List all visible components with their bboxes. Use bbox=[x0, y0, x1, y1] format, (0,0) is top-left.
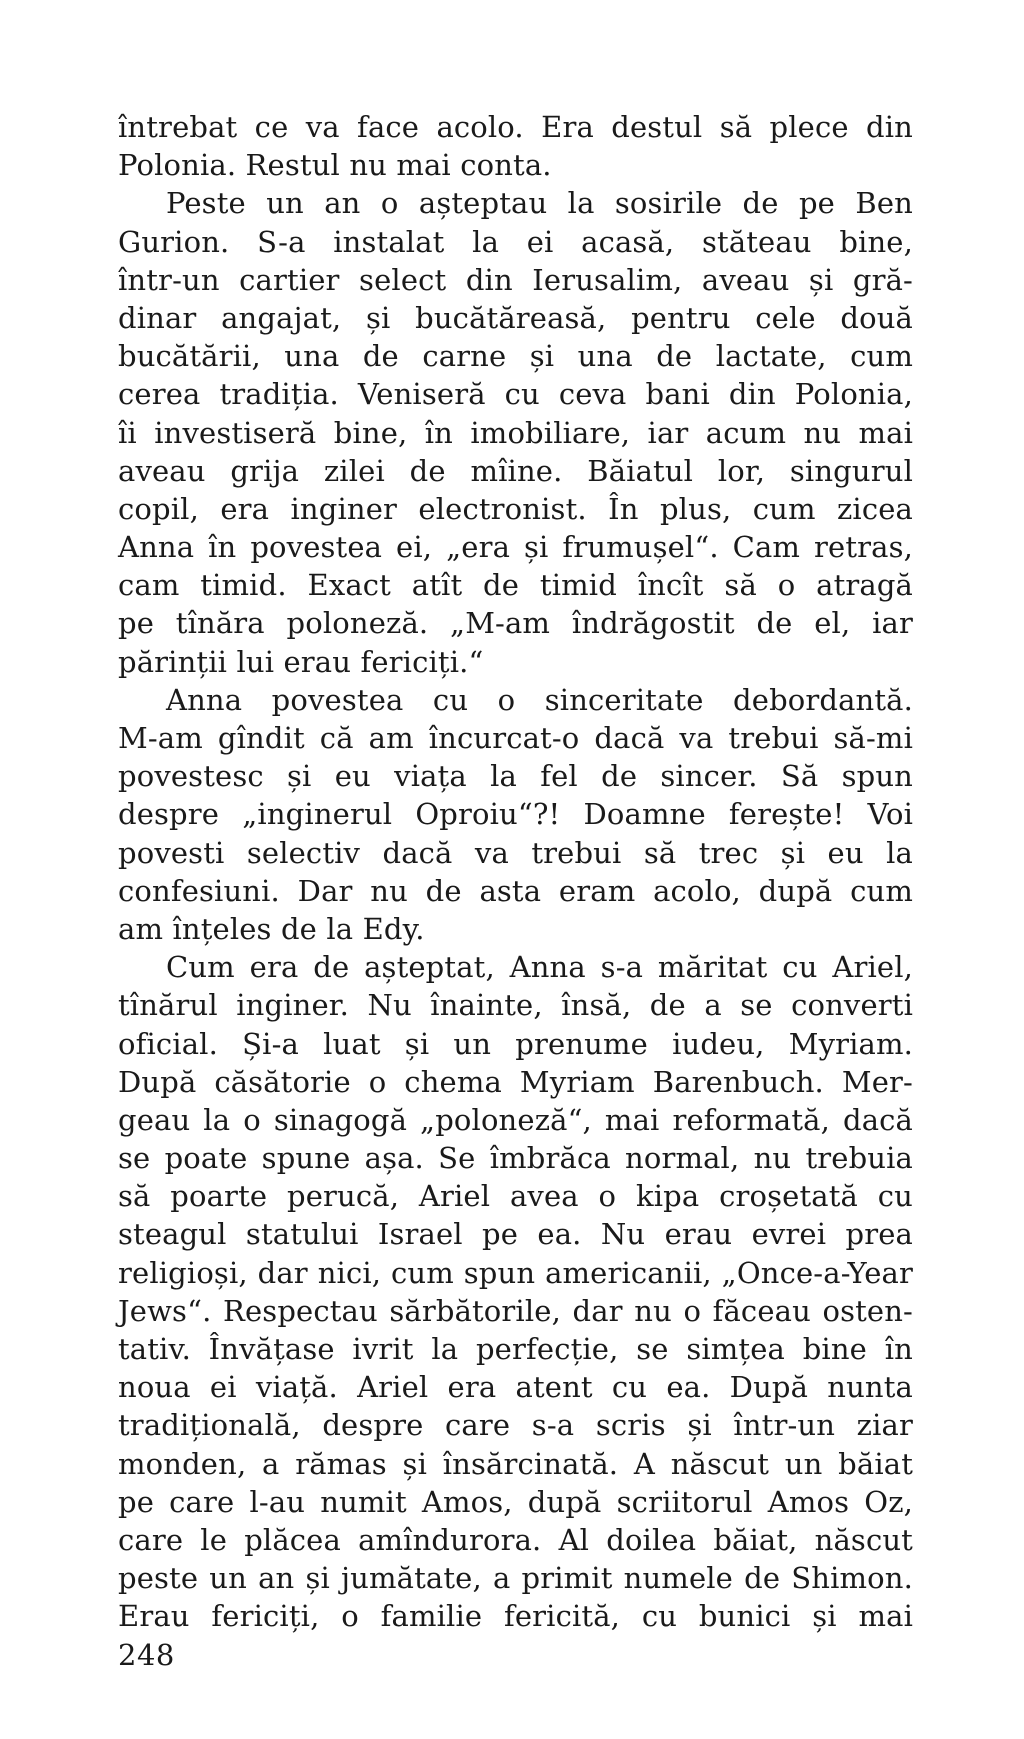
text-line: noua ei viață. Ariel era atent cu ea. După nunta bbox=[118, 1370, 913, 1405]
text-line: am înțeles de la Edy. bbox=[118, 911, 425, 946]
text-line: care le plăcea amîndurora. Al doilea băiat, născut bbox=[118, 1522, 913, 1557]
text-line: tînărul inginer. Nu înainte, însă, de a se converti bbox=[118, 988, 913, 1023]
text-line: părinții lui erau fericiți.“ bbox=[118, 644, 484, 679]
text-line: despre „inginerul Oproiu“?! Doamne ferește! Voi bbox=[118, 797, 913, 832]
text-line: geau la o sinagogă „poloneză“, mai reformată, dacă bbox=[118, 1102, 913, 1137]
text-line: Anna în povestea ei, „era și frumușel“. Cam retras, bbox=[118, 530, 913, 565]
text-line: religioși, dar nici, cum spun americanii, „Once-a-Year bbox=[118, 1255, 913, 1290]
text-line: bucătării, una de carne și una de lactate, cum bbox=[118, 339, 913, 374]
text-line: După căsătorie o chema Myriam Barenbuch. Mer- bbox=[118, 1064, 913, 1099]
text-line: oficial. Și-a luat și un prenume iudeu, Myriam. bbox=[118, 1026, 913, 1061]
text-line: copil, era inginer electronist. În plus, cum zicea bbox=[118, 491, 913, 526]
text-line: aveau grija zilei de mîine. Băiatul lor, singurul bbox=[118, 453, 913, 488]
text-line: tativ. Învățase ivrit la perfecție, se simțea bine în bbox=[118, 1332, 913, 1366]
text-line: Gurion. S-a instalat la ei acasă, stăteau bine, bbox=[118, 224, 913, 259]
text-line: se poate spune așa. Se îmbrăca normal, nu trebuia bbox=[118, 1141, 913, 1176]
text-line: într-un cartier select din Ierusalim, aveau și gră- bbox=[118, 262, 913, 297]
text-line: să poarte perucă, Ariel avea o kipa croșetată cu bbox=[118, 1179, 913, 1214]
text-line: dinar angajat, și bucătăreasă, pentru cele două bbox=[118, 300, 913, 335]
text-line: cam timid. Exact atît de timid încît să o atragă bbox=[118, 568, 913, 603]
text-line: M-am gîndit că am încurcat-o dacă va trebui să-mi bbox=[118, 721, 913, 755]
text-line: tradițională, despre care s-a scris și într-un ziar bbox=[118, 1408, 913, 1443]
text-line: îi investiseră bine, în imobiliare, iar acum nu mai bbox=[118, 415, 913, 450]
paragraph-first-line: Anna povestea cu o sinceritate debordantă. bbox=[166, 682, 913, 717]
text-line: monden, a rămas și însărcinată. A născut un băiat bbox=[118, 1446, 913, 1481]
text-line: Erau fericiți, o familie fericită, cu bunici și mai bbox=[118, 1599, 913, 1634]
text-line: steagul statului Israel pe ea. Nu erau evrei prea bbox=[118, 1217, 913, 1252]
text-line: cerea tradiția. Veniseră cu ceva bani din Polonia, bbox=[118, 377, 913, 412]
text-line: Polonia. Restul nu mai conta. bbox=[118, 148, 552, 183]
body-text bbox=[118, 108, 913, 1636]
page-number: 248 bbox=[118, 1638, 175, 1672]
paragraph-first-line: Cum era de așteptat, Anna s-a măritat cu Ariel, bbox=[166, 950, 913, 985]
text-line: pe tînăra poloneză. „M-am îndrăgostit de el, iar bbox=[118, 606, 913, 641]
text-line: povestesc și eu viața la fel de sincer. Să spun bbox=[118, 759, 913, 794]
text-line: povesti selectiv dacă va trebui să trec și eu la bbox=[118, 835, 913, 870]
text-line: peste un an și jumătate, a primit numele de Shimon. bbox=[118, 1561, 913, 1596]
paragraph-first-line: Peste un an o așteptau la sosirile de pe Ben bbox=[166, 186, 913, 221]
text-line: întrebat ce va face acolo. Era destul să plece din bbox=[118, 110, 913, 144]
text-line: pe care l-au numit Amos, după scriitorul Amos Oz, bbox=[118, 1484, 913, 1519]
text-line: confesiuni. Dar nu de asta eram acolo, după cum bbox=[118, 873, 913, 908]
text-line: Jews“. Respectau sărbătorile, dar nu o făceau osten- bbox=[118, 1293, 913, 1328]
